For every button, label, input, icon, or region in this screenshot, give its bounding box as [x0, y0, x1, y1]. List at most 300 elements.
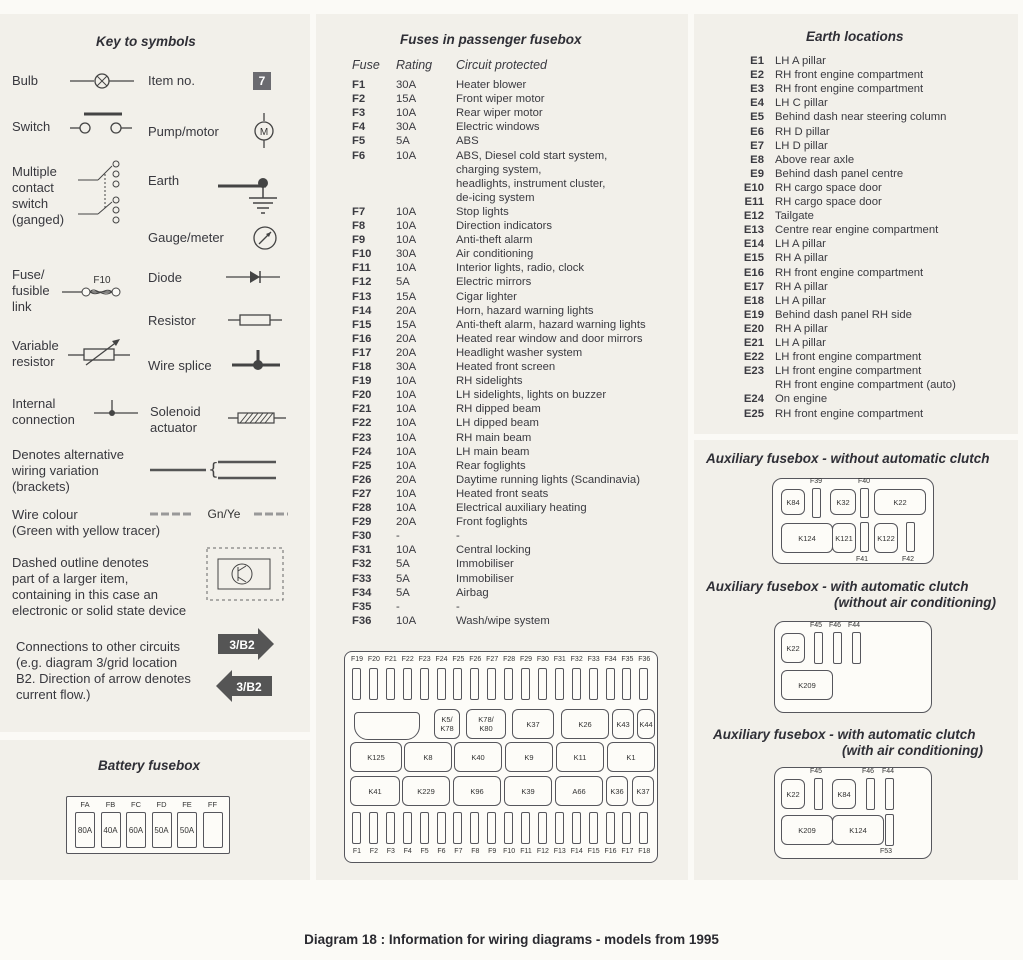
earth-id: E24	[743, 393, 764, 406]
top-fuse-slot	[504, 668, 513, 700]
variable-resistor-label: Variable resistor	[12, 338, 59, 369]
fuse-rating: 20A	[396, 332, 417, 345]
top-fuse-slot	[521, 668, 530, 700]
bottom-fuse-label: F16	[604, 848, 617, 855]
top-fuse-slot	[420, 668, 429, 700]
connection-arrow-reverse-icon[interactable]	[216, 670, 274, 702]
earth-location-row	[728, 209, 1008, 223]
battery-fuse	[177, 812, 197, 848]
top-fuse-label: F27	[486, 656, 499, 663]
fuse-rating: 30A	[396, 361, 417, 373]
fuse-rating: 10A	[396, 234, 417, 247]
connections-label: Connections to other circuits (e.g. diagram 3/grid location B2. Direction of arrow denotes current flow.)	[16, 639, 191, 702]
fuse-circuit: Stop lights	[456, 205, 509, 218]
fuse-circuit: Rear wiper motor	[456, 107, 543, 120]
earth-location: RH cargo space door	[775, 196, 882, 208]
bracket-label: Denotes alternative wiring variation (brackets)	[12, 447, 125, 494]
relay: K37	[512, 709, 554, 739]
earth-id: E17	[743, 280, 764, 293]
earth-location: Behind dash near steering column	[775, 111, 947, 124]
aux3-fuse-f46	[866, 778, 875, 810]
fuse-id: F3	[352, 107, 366, 120]
fuse-rating: 20A	[396, 304, 417, 317]
aux2-title-line2: (without air conditioning)	[834, 595, 996, 610]
aux1-fuse-f40	[860, 488, 869, 518]
top-fuse-slot	[639, 668, 648, 700]
earth-id: E4	[750, 97, 764, 110]
bottom-fuse-slot	[369, 812, 378, 844]
bottom-fuse-slot	[639, 812, 648, 844]
top-fuse-slot	[606, 668, 615, 700]
resistor-icon	[228, 311, 284, 329]
fuse-rating: 10A	[396, 614, 417, 627]
fuse-table-row	[352, 431, 682, 445]
aux2-fuse-f46	[833, 632, 842, 664]
fuse-id: F31	[352, 544, 372, 557]
aux1-k84: K84	[781, 489, 805, 515]
fuse-rating: 30A	[396, 248, 417, 261]
fuse-table-row	[352, 177, 682, 191]
fuse-table-row	[352, 374, 682, 388]
fuse-rating: 10A	[396, 544, 417, 557]
earth-location: LH D pillar	[775, 139, 828, 152]
fuse-table-row	[352, 134, 682, 148]
aux2-fuse-f44	[852, 632, 861, 664]
earth-icon	[218, 172, 282, 216]
fuse-rating: 10A	[396, 417, 417, 430]
aux2-title-line1: Auxiliary fusebox - with automatic clutch	[706, 579, 969, 594]
top-fuse-label: F33	[587, 656, 600, 663]
fuse-circuit: Heated front seats	[456, 487, 549, 500]
bottom-fuse-label: F8	[471, 848, 480, 855]
earth-location: LH C pillar	[775, 97, 828, 110]
fuse-circuit: RH sidelights	[456, 375, 523, 388]
relay: A66	[555, 776, 603, 806]
fuse-rating: 10A	[396, 262, 417, 275]
earth-location-row	[728, 223, 1008, 237]
fuse-id: F18	[352, 361, 372, 373]
connection-arrow-icon[interactable]	[218, 628, 276, 660]
earth-id: E6	[750, 125, 764, 138]
fuse-table-row	[352, 572, 682, 586]
top-fuse-slot	[403, 668, 412, 700]
fuse-id: F34	[352, 586, 372, 599]
fuse-circuit: ABS, Diesel cold start system,	[456, 149, 608, 162]
fuse-table-row	[352, 416, 682, 430]
fuse-circuit: LH sidelights, lights on buzzer	[456, 389, 607, 402]
earth-location: RH A pillar	[775, 322, 828, 335]
fuse-rating: 10A	[396, 220, 417, 232]
relay: K11	[556, 742, 604, 772]
aux3-f44-label: F44	[882, 768, 895, 775]
bottom-fuse-slot	[606, 812, 615, 844]
fuse-rating: 10A	[396, 403, 417, 416]
battery-fusebox-title: Battery fusebox	[98, 758, 201, 773]
relay: K5/ K78	[434, 709, 460, 739]
fuse-table-row	[352, 487, 682, 501]
top-fuse-label: F20	[367, 656, 380, 663]
fuse-circuit: Immobiliser	[456, 558, 514, 571]
top-fuse-label: F29	[519, 656, 533, 663]
fuse-table-row	[352, 515, 682, 529]
earth-id: E20	[743, 322, 764, 335]
aux3-fuse-f53	[885, 814, 894, 846]
earth-location-row	[728, 139, 1008, 153]
pump-motor-label: Pump/motor	[148, 124, 219, 139]
aux3-k124: K124	[832, 815, 884, 845]
earth-id: E12	[743, 210, 764, 223]
wire-splice-label: Wire splice	[148, 358, 212, 373]
motor-letter: M	[259, 127, 269, 138]
top-fuse-label: F28	[503, 656, 516, 663]
fuse-tag: F10	[93, 275, 111, 286]
earth-id: E13	[743, 224, 764, 237]
fuse-circuit: RH main beam	[456, 431, 532, 444]
fuse-table-row	[352, 78, 682, 92]
fuse-circuit: Immobiliser	[456, 572, 514, 585]
top-fuse-slot	[555, 668, 564, 700]
relay: K39	[504, 776, 552, 806]
fuse-circuit: ABS	[456, 135, 479, 148]
fuse-rating: 30A	[396, 121, 417, 134]
aux1-fuse-f41	[860, 522, 869, 552]
earth-location: RH front engine compartment	[775, 407, 924, 420]
fuse-circuit: Daytime running lights (Scandinavia)	[456, 473, 640, 486]
fuse-table-row	[352, 290, 682, 304]
aux1-k124: K124	[781, 523, 833, 553]
earth-location-row	[728, 308, 1008, 322]
fuse-rating: 5A	[396, 572, 410, 585]
aux2-k22: K22	[781, 633, 805, 663]
fuse-circuit: -	[456, 600, 460, 613]
fuse-rating: 10A	[396, 205, 417, 218]
fuse-table-row	[352, 219, 682, 233]
earth-location-row	[728, 96, 1008, 110]
solenoid-actuator-label: Solenoid actuator	[150, 404, 201, 435]
aux2-f44-label: F44	[848, 622, 861, 629]
fuse-id: F13	[352, 290, 372, 303]
aux1-f42-label: F42	[902, 556, 915, 563]
fuse-circuit: Horn, hazard warning lights	[456, 304, 594, 317]
top-fuse-slot	[487, 668, 496, 700]
wire-colour-icon	[150, 504, 290, 524]
top-fuse-label: F26	[469, 656, 482, 663]
fuse-table-row	[352, 318, 682, 332]
earth-location: RH front engine compartment	[775, 266, 924, 279]
earth-id: E10	[743, 181, 764, 194]
fuse-rating: 10A	[396, 459, 417, 472]
fuse-rating: 5A	[396, 586, 410, 599]
earth-id: E5	[750, 111, 764, 124]
bottom-fuse-slot	[589, 812, 598, 844]
fuse-table-row	[352, 106, 682, 120]
wire-colour-tag: Gn/Ye	[207, 507, 241, 521]
earth-location-row	[728, 392, 1008, 406]
earth-location-row	[728, 364, 1008, 378]
aux3-title-line2: (with air conditioning)	[842, 743, 983, 758]
earth-location-row	[728, 82, 1008, 96]
fuse-circuit: Direction indicators	[456, 220, 553, 232]
top-fuse-label: F21	[384, 656, 397, 663]
earth-id: E7	[750, 139, 764, 152]
earth-location: LH A pillar	[775, 238, 826, 251]
top-fuse-label: F24	[435, 656, 448, 663]
earth-location-row	[728, 322, 1008, 336]
internal-connection-icon	[94, 400, 140, 422]
earth-id: E19	[743, 308, 764, 321]
bottom-fuse-label: F14	[570, 848, 583, 855]
fuse-table-row	[352, 346, 682, 360]
bottom-fuse-label: F13	[553, 848, 566, 855]
fuse-id: F29	[352, 516, 372, 529]
earth-location-row	[728, 407, 1008, 421]
diagnostic-connector	[354, 712, 420, 740]
bottom-fuse-slot	[487, 812, 496, 844]
aux1-fuse-f42	[906, 522, 915, 552]
bottom-fuse-slot	[470, 812, 479, 844]
fuse-id: F35	[352, 600, 372, 613]
top-fuse-label: F31	[553, 656, 566, 663]
earth-location-row	[728, 280, 1008, 294]
earth-location-row	[728, 336, 1008, 350]
bottom-fuse-slot	[572, 812, 581, 844]
earth-location: Behind dash panel RH side	[775, 308, 912, 321]
bottom-fuse-label: F18	[638, 848, 651, 855]
fuse-circuit: Front foglights	[456, 516, 528, 529]
fuse-id: F11	[352, 262, 371, 275]
fuse-id: F9	[352, 234, 366, 247]
fuse-table-row	[352, 529, 682, 543]
fuse-table-row	[352, 332, 682, 346]
earth-location: RH front engine compartment (auto)	[775, 379, 956, 392]
earth-id: E16	[743, 266, 764, 279]
earth-location-row	[728, 167, 1008, 181]
earth-location: RH front engine compartment	[775, 83, 924, 96]
fuse-rating: 10A	[396, 389, 417, 402]
fuse-table-row	[352, 191, 682, 205]
fuse-id: F4	[352, 121, 366, 134]
battery-fuse-label: FD	[156, 800, 167, 809]
aux1-k121: K121	[832, 523, 856, 553]
earth-id: E9	[750, 167, 764, 180]
variable-resistor-icon	[68, 337, 134, 367]
fuse-table-row	[352, 163, 682, 177]
fuse-table-row	[352, 543, 682, 557]
fuse-table-row	[352, 149, 682, 163]
fuse-rating: 10A	[396, 375, 417, 388]
fuse-table-row	[352, 600, 682, 614]
wire-splice-icon	[232, 348, 282, 374]
bottom-fuse-slot	[403, 812, 412, 844]
battery-fuse-label: FA	[80, 800, 90, 809]
bottom-fuse-slot	[555, 812, 564, 844]
fuse-table-row	[352, 459, 682, 473]
fuse-id: F5	[352, 135, 366, 148]
fuse-table-row	[352, 261, 682, 275]
fuse-id: F12	[352, 276, 372, 289]
item-number-badge: 7	[258, 74, 266, 88]
battery-fuse-rating: 80A	[77, 825, 93, 835]
fuse-rating: 10A	[396, 431, 417, 444]
battery-fuse	[152, 812, 172, 848]
aux3-title-line1: Auxiliary fusebox - with automatic clutch	[713, 727, 976, 742]
aux2-k209: K209	[781, 670, 833, 700]
top-fuse-label: F32	[570, 656, 583, 663]
aux1-k32: K32	[830, 489, 856, 515]
solenoid-icon	[228, 410, 288, 426]
ganged-switch-label: Multiple contact switch (ganged)	[12, 164, 65, 227]
top-fuse-label: F30	[536, 656, 549, 663]
aux1-fuse-f39	[812, 488, 821, 518]
fuse-circuit: Airbag	[456, 586, 489, 599]
battery-fuse	[75, 812, 95, 848]
fuse-rating: 10A	[396, 487, 417, 500]
fuse-circuit: Headlight washer system	[456, 346, 583, 359]
earth-location: RH cargo space door	[775, 181, 882, 194]
fuse-table-row	[352, 92, 682, 106]
top-fuse-slot	[572, 668, 581, 700]
top-fuse-label: F23	[418, 656, 431, 663]
transistor-icon	[206, 547, 286, 603]
bottom-fuse-slot	[420, 812, 429, 844]
fuse-rating: 10A	[396, 445, 417, 458]
relay: K37	[632, 776, 654, 806]
aux3-f46-label: F46	[862, 768, 875, 775]
bottom-fuse-label: F11	[520, 848, 532, 855]
relay: K41	[350, 776, 400, 806]
relay: K44	[637, 709, 655, 739]
top-fuse-label: F36	[638, 656, 651, 663]
fuse-circuit: Electric mirrors	[456, 276, 532, 289]
fuse-circuit: Anti-theft alarm	[456, 234, 533, 247]
earth-location-row	[728, 266, 1008, 280]
fuse-table-row	[352, 473, 682, 487]
earth-location-row	[728, 54, 1008, 68]
battery-fuse-label: FC	[131, 800, 141, 809]
fuse-table-row	[352, 445, 682, 459]
fuse-circuit: Heated rear window and door mirrors	[456, 332, 643, 345]
earth-id: E8	[750, 153, 764, 166]
internal-connection-label: Internal connection	[12, 396, 75, 427]
fuse-circuit: -	[456, 530, 460, 543]
earth-location-row	[728, 251, 1008, 265]
bottom-fuse-label: F15	[587, 848, 600, 855]
top-fuse-slot	[369, 668, 378, 700]
fuse-table-row	[352, 247, 682, 261]
earth-location-row	[728, 350, 1008, 364]
bottom-fuse-slot	[352, 812, 361, 844]
battery-fuse-label: FF	[207, 800, 218, 809]
earth-id: E18	[743, 294, 764, 307]
fuse-icon	[62, 274, 126, 300]
relay: K229	[402, 776, 450, 806]
bottom-fuse-label: F7	[454, 848, 463, 855]
fuse-id: F33	[352, 572, 372, 585]
relay: K1	[607, 742, 655, 772]
fuse-table-row	[352, 501, 682, 515]
fuse-id: F36	[352, 614, 372, 627]
top-fuse-slot	[437, 668, 446, 700]
earth-location: Above rear axle	[775, 153, 855, 166]
ganged-switch-icon	[78, 160, 128, 222]
fuse-id: F27	[352, 487, 372, 500]
aux3-f45-label: F45	[810, 768, 823, 775]
earth-location-row	[728, 153, 1008, 167]
fuse-table-row	[352, 388, 682, 402]
fuse-table-row	[352, 233, 682, 247]
earth-id: E2	[750, 69, 764, 82]
switch-label: Switch	[12, 119, 51, 134]
fuse-rating: 15A	[396, 318, 417, 331]
fuse-id: F25	[352, 459, 372, 472]
aux1-f39-label: F39	[810, 478, 823, 485]
fuse-rating: 10A	[396, 149, 417, 162]
earth-id: E22	[743, 351, 764, 364]
diode-label: Diode	[148, 270, 182, 285]
fuse-id: F10	[352, 248, 372, 261]
top-fuse-slot	[453, 668, 462, 700]
battery-fuse-label: FB	[105, 800, 116, 809]
fuse-rating: 10A	[396, 502, 417, 514]
battery-fuse	[203, 812, 223, 848]
fuse-id: F32	[352, 558, 372, 571]
fuse-table-row	[352, 557, 682, 571]
earth-location-row	[728, 110, 1008, 124]
top-fuse-label: F25	[452, 656, 465, 663]
earth-id: E25	[743, 407, 764, 420]
relay: K96	[453, 776, 501, 806]
motor-icon	[252, 113, 276, 149]
top-fuse-slot	[352, 668, 361, 700]
bottom-fuse-label: F9	[488, 848, 497, 855]
bulb-label: Bulb	[12, 73, 39, 88]
fuse-circuit: de-icing system	[456, 191, 535, 204]
earth-location: LH A pillar	[775, 294, 826, 307]
fuse-rating: 30A	[396, 79, 417, 91]
fuse-id: F21	[352, 403, 372, 416]
aux1-f41-label: F41	[856, 556, 869, 563]
top-fuse-label: F34	[604, 656, 617, 663]
bottom-fuse-label: F10	[503, 848, 516, 855]
battery-fuse	[101, 812, 121, 848]
relay: K26	[561, 709, 609, 739]
fuse-rating: -	[396, 600, 400, 613]
earth-location: Behind dash panel centre	[775, 167, 904, 180]
bottom-fuse-slot	[453, 812, 462, 844]
earth-location-row	[728, 181, 1008, 195]
earth-location-row	[728, 125, 1008, 139]
top-fuse-slot	[538, 668, 547, 700]
relay: K8	[404, 742, 452, 772]
earth-id: E21	[743, 337, 764, 349]
gauge-meter-label: Gauge/meter	[148, 230, 224, 245]
aux3-k84: K84	[832, 779, 856, 809]
earth-locations-title: Earth locations	[806, 29, 904, 44]
fuse-circuit: Heated front screen	[456, 361, 556, 373]
fuse-table-row	[352, 614, 682, 628]
key-symbols-title: Key to symbols	[96, 34, 196, 49]
bottom-fuse-label: F12	[536, 848, 549, 855]
fuse-circuit: Anti-theft alarm, hazard warning lights	[456, 318, 646, 331]
fuse-circuit: Front wiper motor	[456, 93, 545, 106]
fuse-circuit: Interior lights, radio, clock	[456, 262, 585, 275]
relay: K9	[505, 742, 553, 772]
diode-icon	[226, 269, 282, 285]
relay: K36	[606, 776, 628, 806]
svg-text:{: {	[208, 460, 219, 480]
bottom-fuse-slot	[386, 812, 395, 844]
fuse-rating: 20A	[396, 473, 417, 486]
